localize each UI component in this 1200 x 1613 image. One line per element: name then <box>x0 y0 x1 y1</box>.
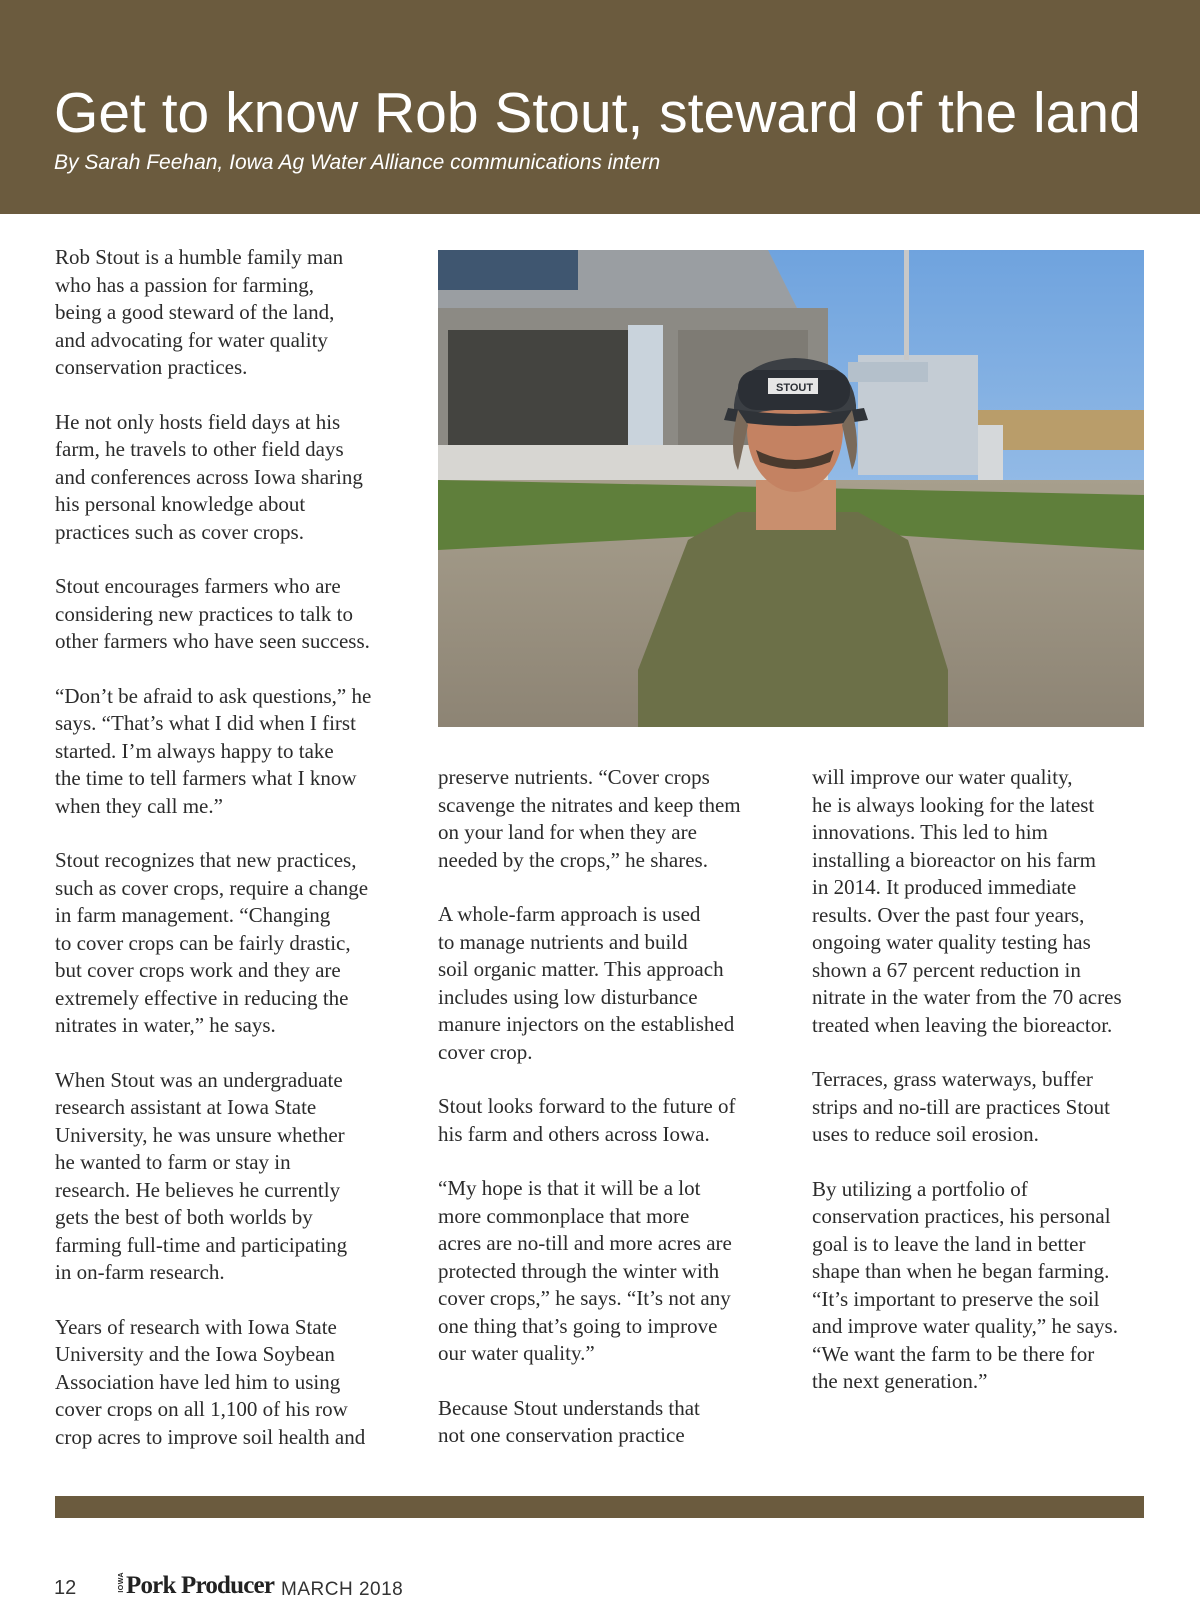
paragraph: Stout encourages farmers who are considering new practices to talk to other farmers who have seen success. <box>55 574 370 653</box>
footer-divider-bar <box>55 1496 1144 1518</box>
article-column-3 <box>812 764 1157 1423</box>
farmer-photo <box>438 250 1144 727</box>
issue-date: MARCH 2018 <box>281 1579 404 1600</box>
paragraph: Because Stout understands that not one conservation practice <box>438 1395 700 1447</box>
publication-name: Pork Producer <box>126 1572 275 1599</box>
article-byline: By Sarah Feehan, Iowa Ag Water Alliance communications intern <box>54 151 661 174</box>
article-title: Get to know Rob Stout, steward of the land <box>54 81 1141 145</box>
paragraph: will improve our water quality, he is always looking for the latest innovations. This led to him installing a bioreactor on his farm in 2014. It produced immediate results. Over the past four years, ongoing water quality testing has shown a 67 percent reduction in nitrate in the water from the 70 acres treated when leaving the bioreactor. <box>812 765 1122 1037</box>
paragraph: A whole-farm approach is used to manage nutrients and build soil organic matter. This approach includes using low disturbance manure injectors on the established cover crop. <box>438 902 735 1064</box>
paragraph: Stout recognizes that new practices, such as cover crops, require a change in farm management. “Changing to cover crops can be fairly drastic, but cover crops work and they are extremely effective in reducing the nitrates in water,” he says. <box>55 848 369 1037</box>
article-column-2 <box>438 764 783 1477</box>
paragraph: By utilizing a portfolio of conservation practices, his personal goal is to leave the land in better shape than when he began farming. “It’s important to preserve the soil and improve water quality,” he says. “We want the farm to be there for the next generation.” <box>812 1176 1118 1393</box>
paragraph: Stout looks forward to the future of his farm and others across Iowa. <box>438 1094 736 1146</box>
article-column-1 <box>55 244 400 1478</box>
cap-logo-text: STOUT <box>776 382 814 394</box>
page-number: 12 <box>54 1577 77 1599</box>
paragraph: Years of research with Iowa State University and the Iowa Soybean Association have led him to using cover crops on all 1,100 of his row crop acres to improve soil health and <box>55 1314 366 1449</box>
paragraph: preserve nutrients. “Cover crops scavenge the nitrates and keep them on your land for when they are needed by the crops,” he shares. <box>438 765 741 872</box>
paragraph: He not only hosts field days at his farm, he travels to other field days and conferences across Iowa sharing his personal knowledge about practices such as cover crops. <box>55 409 363 544</box>
publication-logo <box>118 1572 274 1600</box>
publication-logo-small: IOWA <box>118 1572 125 1593</box>
paragraph: Rob Stout is a humble family man who has a passion for farming, being a good steward of the land, and advocating for water quality conservation practices. <box>55 245 344 379</box>
paragraph: “Don’t be afraid to ask questions,” he says. “That’s what I did when I first started. I’m always happy to take the time to tell farmers what I know when they call me.” <box>55 683 372 818</box>
paragraph: When Stout was an undergraduate research assistant at Iowa State University, he was unsure whether he wanted to farm or stay in research. He believes he currently gets the best of both worlds by farming full-time and participating in on-farm research. <box>55 1067 348 1284</box>
header-banner <box>0 0 1200 214</box>
paragraph: “My hope is that it will be a lot more commonplace that more acres are no-till and more acres are protected through the winter with cover crops,” he says. “It’s not any one thing that’s going to improve our water quality.” <box>438 1176 732 1365</box>
paragraph: Terraces, grass waterways, buffer strips and no-till are practices Stout uses to reduce soil erosion. <box>812 1067 1111 1146</box>
